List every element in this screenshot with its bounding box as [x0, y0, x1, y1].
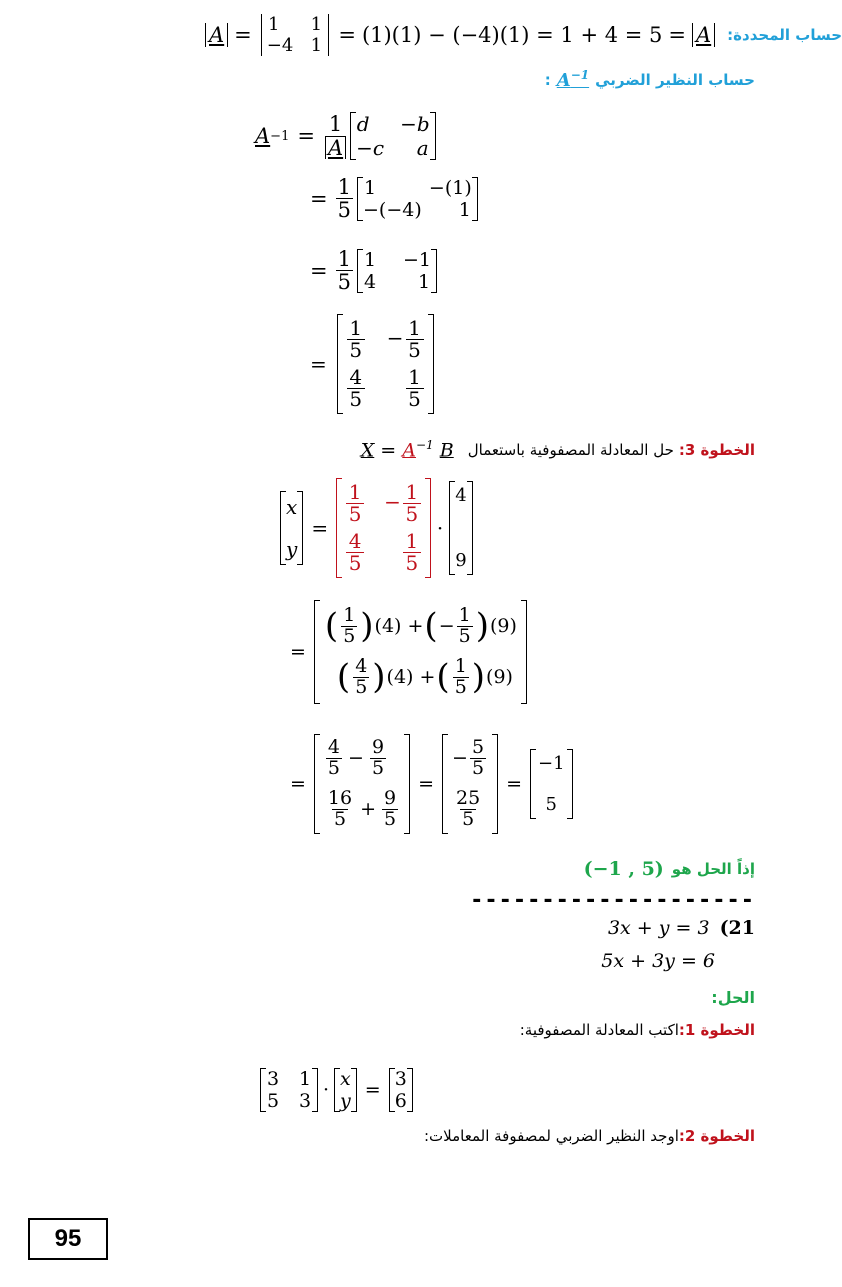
final-computation: = $\frac{4}{5}$ − $\frac{9}{5}$ $\frac{16}{5}$ + $\frac{9}{5}$ = − $\frac{5}{5}$ $\frac{25}{5}$ = −1 5	[290, 734, 575, 834]
solution-value: (−1 , 5)	[583, 858, 664, 880]
solution-heading: الحل:	[711, 988, 755, 1007]
det-matrix: 1 1 −4 1	[261, 14, 330, 56]
det-label: حساب المحددة:	[727, 26, 842, 44]
solution-label: إذاً الحل هو	[671, 860, 755, 878]
step1-line: اكتب المعادلة المصفوفية: الخطوة 1:	[519, 1021, 755, 1039]
problem-number: (21	[719, 917, 755, 939]
inverse-step-3: = $\frac{1}{5}$ − $\frac{1}{5}$ $\frac{4}{5}$ $\frac{1}{5}$	[310, 314, 436, 414]
equation-1: 3x + y = 3	[607, 917, 710, 939]
separator: --------------------	[470, 888, 755, 913]
determinant-line: A = 1 1 −4 1 = (1)(1) − (−4)(1) = 1 + 4 = 5 = A حساب المحددة:	[205, 14, 842, 56]
inverse-label: حساب النظير الضربي	[595, 70, 755, 89]
step3-line: $X = A^{-1}$ B حل المعادلة المصفوفية باستعمال الخطوة 3:	[360, 438, 755, 462]
adjugate-matrix: d −b −c a	[350, 112, 436, 160]
det-expression: (1)(1) − (−4)(1) = 1 + 4 = 5	[361, 23, 663, 47]
step3-text: حل المعادلة المصفوفية باستعمال	[467, 440, 674, 459]
inverse-formula: A −1 = $\frac{1}{A}$ d −b −c a	[255, 112, 438, 160]
solution-line	[584, 858, 755, 880]
inverse-matrix-red: $\frac{1}{5}$ − $\frac{1}{5}$ $\frac{4}{5}$ $\frac{1}{5}$	[336, 478, 431, 578]
coefficient-equation: 3 1 5 3 · x y = 3 6	[258, 1068, 415, 1112]
step3-prefix: الخطوة 3:	[678, 440, 755, 459]
equation-2: 5x + 3y = 6	[601, 950, 715, 972]
inverse-step-1: = $\frac{1}{5}$ 1 −(1) −(−4) 1	[310, 176, 480, 221]
page-number: 95	[28, 1218, 108, 1260]
inverse-heading: : $A^{-1}$ حساب النظير الضربي	[544, 68, 755, 91]
inverse-step-2: = $\frac{1}{5}$ 1 −1 4 1	[310, 248, 439, 293]
matrix-equation: x y = $\frac{1}{5}$ − $\frac{1}{5}$ $\frac{4}{5}$ $\frac{1}{5}$ · 4 9	[278, 478, 475, 578]
step2-line: اوجد النظير الضربي لمصفوفة المعاملات: الخطوة 2:	[423, 1127, 755, 1145]
inverse-symbol: $A^{-1}$	[556, 68, 590, 91]
det-symbol: A	[205, 23, 228, 47]
problem-21	[608, 917, 755, 939]
product-expansion: = ( $\frac{1}{5}$ ) (4) + ( − $\frac{1}{5}$ ) (9) ( $\frac{4}{5}$ ) (4) + ( $\frac{1}{5}$ ) (9)	[290, 600, 529, 704]
